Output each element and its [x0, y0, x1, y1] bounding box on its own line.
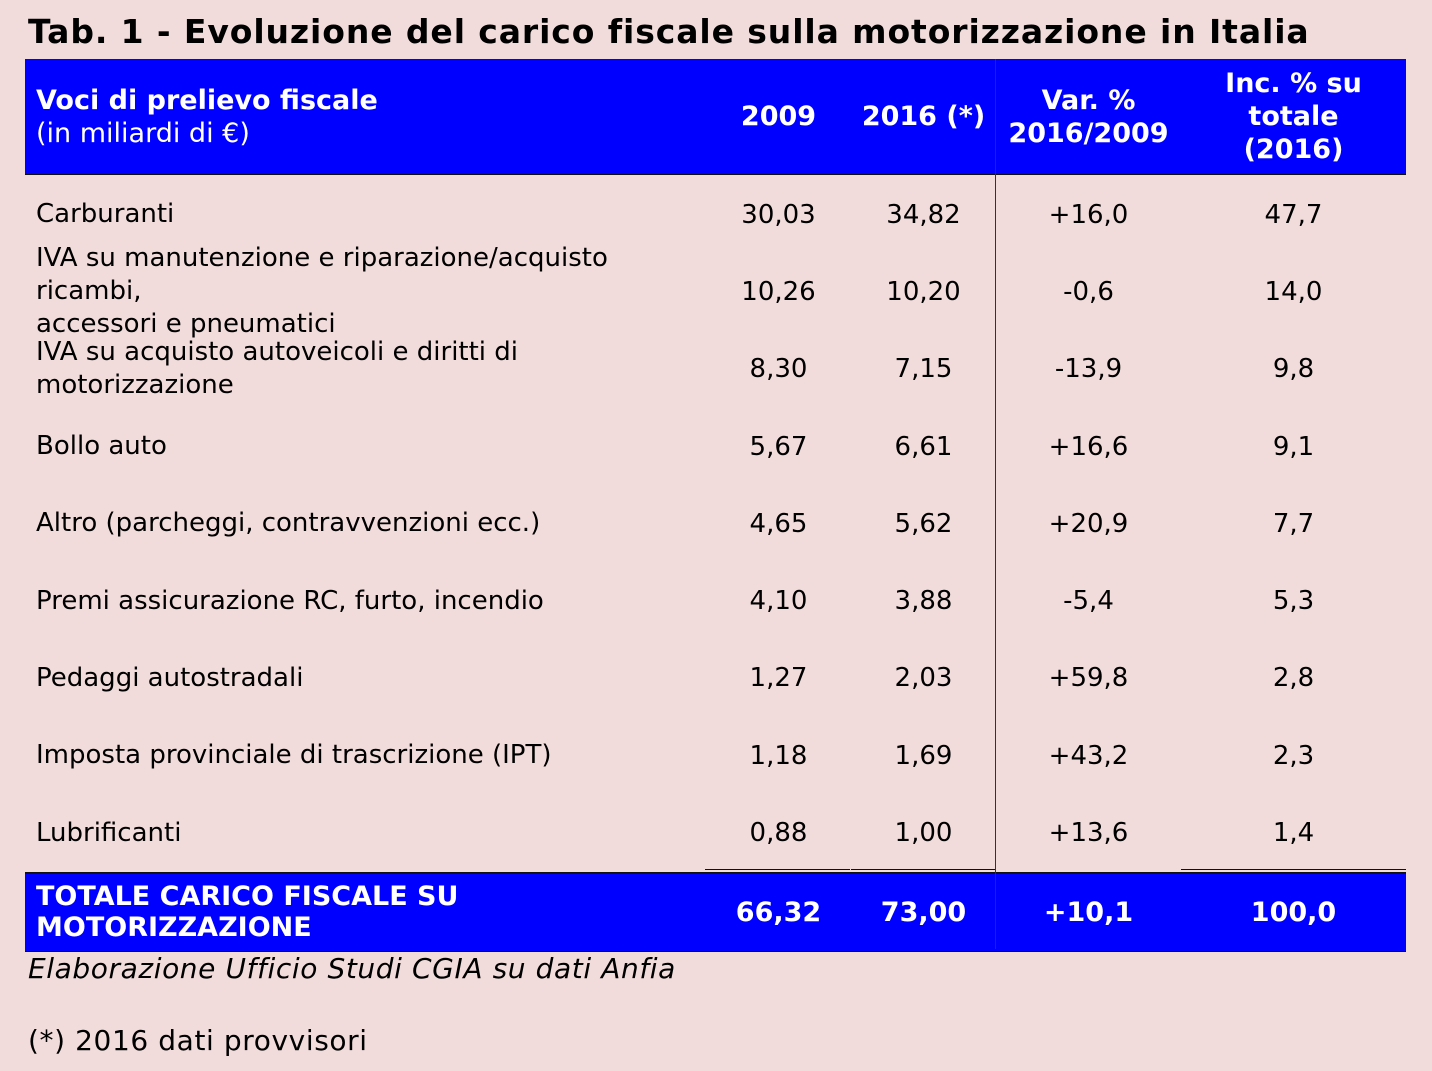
row-label [25, 717, 706, 794]
row-label [25, 794, 706, 871]
header-label-unit: (in miliardi di €) [36, 117, 250, 149]
header-2009: 2009 [740, 101, 817, 132]
table-row [25, 485, 1406, 562]
row-value-var: -13,9 [1054, 354, 1123, 385]
subtotal-rule-inc [1181, 869, 1406, 870]
row-label-line1: Carburanti [36, 199, 175, 230]
table-title: Tab. 1 - Evoluzione del carico fiscale sulla motorizzazione in Italia [28, 12, 1310, 51]
row-value-inc: 7,7 [1272, 508, 1315, 539]
row-value-inc: 47,7 [1264, 199, 1323, 230]
table-row [25, 717, 1406, 794]
row-value-inc: 2,8 [1272, 663, 1315, 694]
header-var-cell [996, 59, 1181, 174]
table-row [25, 243, 1406, 340]
row-value-var: -0,6 [1063, 276, 1114, 307]
header-label-cell [25, 59, 706, 174]
row-label [25, 243, 706, 340]
row-value-2016: 6,61 [894, 431, 953, 462]
row-value-2009: 1,27 [749, 663, 808, 694]
total-label: TOTALE CARICO FISCALE SU MOTORIZZAZIONE [36, 881, 459, 944]
total-value-2016: 73,00 [880, 896, 967, 928]
row-value-2009: 5,67 [749, 431, 808, 462]
row-label-line1: Lubrificanti [36, 817, 182, 848]
table-header [25, 59, 1406, 175]
row-value-inc: 9,1 [1272, 431, 1315, 462]
subtotal-rule-2016 [851, 869, 995, 870]
header-inc-line2: totale [1248, 101, 1339, 132]
row-label-line1: Premi assicurazione RC, furto, incendio [36, 585, 544, 616]
row-label [25, 331, 706, 408]
row-value-2009: 4,10 [749, 586, 808, 617]
source-note: Elaborazione Ufficio Studi CGIA su dati Anfia [28, 952, 676, 985]
row-label-line1: IVA su acquisto autoveicoli e diritti di motorizzazione [36, 337, 519, 401]
row-label-line2: accessori e pneumatici [36, 309, 336, 340]
row-label-line1: Altro (parcheggi, contravvenzioni ecc.) [36, 508, 541, 539]
row-label-line1: Imposta provinciale di trascrizione (IPT) [36, 740, 552, 771]
row-value-2016: 1,69 [894, 740, 953, 771]
header-2016: 2016 (*) [861, 101, 986, 132]
row-value-2016: 10,20 [886, 276, 961, 307]
row-value-2016: 2,03 [894, 663, 953, 694]
row-value-var: +13,6 [1048, 818, 1129, 849]
header-inc-cell [1181, 59, 1406, 174]
total-row [25, 872, 1406, 952]
table-row [25, 331, 1406, 408]
total-value-2009: 66,32 [735, 896, 822, 928]
row-value-2016: 34,82 [886, 199, 961, 230]
row-value-inc: 9,8 [1272, 354, 1315, 385]
row-value-var: +16,6 [1048, 431, 1129, 462]
row-value-var: +43,2 [1048, 740, 1129, 771]
row-label-line1: Bollo auto [36, 431, 167, 462]
row-label [25, 562, 706, 639]
row-value-2009: 0,88 [749, 818, 808, 849]
row-value-var: -5,4 [1063, 586, 1114, 617]
header-label-main: Voci di prelievo fiscale [36, 84, 378, 116]
row-value-var: +59,8 [1048, 663, 1129, 694]
row-value-inc: 2,3 [1272, 740, 1315, 771]
row-value-inc: 14,0 [1264, 276, 1323, 307]
table-row [25, 562, 1406, 639]
row-value-2016: 5,62 [894, 508, 953, 539]
row-value-var: +20,9 [1048, 508, 1129, 539]
row-label-line1: IVA su manutenzione e riparazione/acquisto ricambi, [36, 243, 608, 307]
table-row [25, 408, 1406, 485]
row-value-2009: 8,30 [749, 354, 808, 385]
column-divider [995, 59, 996, 949]
row-value-2016: 1,00 [894, 818, 953, 849]
header-var-line1: Var. % [1041, 84, 1136, 116]
row-label [25, 485, 706, 562]
subtotal-rule-2009 [705, 869, 850, 870]
header-var-line2: 2016/2009 [1008, 117, 1169, 149]
header-inc-line1: Inc. % su [1225, 68, 1362, 99]
row-value-2009: 1,18 [749, 740, 808, 771]
row-label [25, 408, 706, 485]
row-value-inc: 1,4 [1272, 818, 1315, 849]
row-value-2009: 10,26 [741, 276, 816, 307]
total-value-inc: 100,0 [1250, 896, 1337, 928]
row-value-2009: 4,65 [749, 508, 808, 539]
row-value-2016: 7,15 [894, 354, 953, 385]
total-value-var: +10,1 [1043, 896, 1134, 928]
row-value-var: +16,0 [1048, 199, 1129, 230]
header-inc-line3: (2016) [1243, 134, 1344, 165]
row-value-2009: 30,03 [741, 199, 816, 230]
row-label-line1: Pedaggi autostradali [36, 662, 304, 693]
table-row [25, 640, 1406, 717]
table-row [25, 794, 1406, 871]
footnote: (*) 2016 dati provvisori [28, 1024, 368, 1057]
tax-table [25, 59, 1406, 952]
row-value-inc: 5,3 [1272, 586, 1315, 617]
row-label [25, 640, 706, 717]
row-value-2016: 3,88 [894, 586, 953, 617]
